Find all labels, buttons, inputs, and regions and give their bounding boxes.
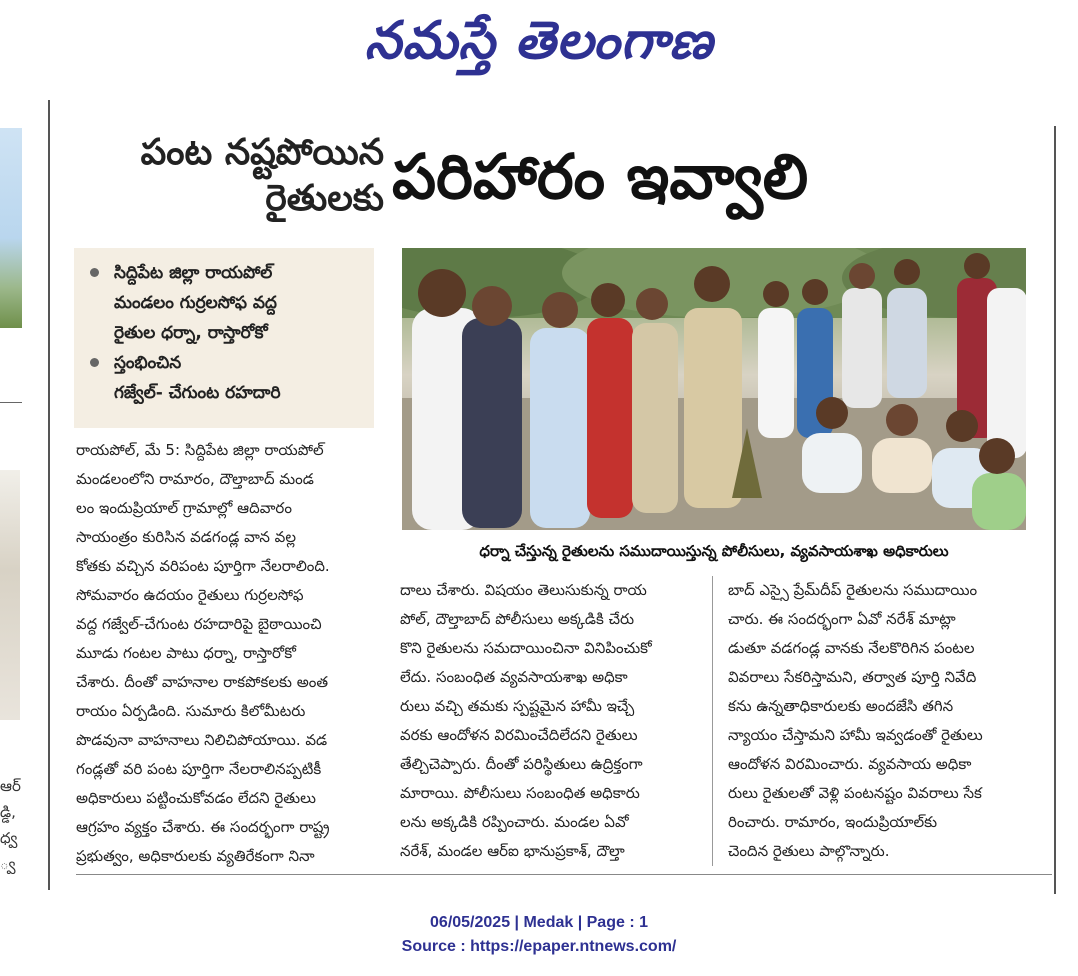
column-rule — [712, 576, 713, 866]
kicker-line: రైతులకు — [265, 178, 384, 219]
body-line: సోమవారం ఉదయం రైతులు గుర్రలసోఫ — [76, 586, 304, 604]
body-line: వద్ద గజ్వేల్‌-చేగుంట రహదారిపై బైఠాయించి — [76, 615, 322, 633]
article-column-1 — [76, 436, 376, 871]
highlight-line: గజ్వేల్- చేగుంట రహదారి — [114, 383, 281, 403]
news-photo — [402, 248, 1026, 530]
body-line: లేదు. సంబంధిత వ్యవసాయశాఖ అధికా — [400, 668, 628, 686]
body-line: సాయంత్రం కురిసిన వడగండ్ల వాన వల్ల — [76, 528, 296, 546]
body-line: ఆగ్రహం వ్యక్తం చేశారు. ఈ సందర్భంగా రాష్ట్ర — [76, 818, 330, 836]
article-bottom-rule — [76, 874, 1052, 875]
highlight-line: సిద్దిపేట జిల్లా రాయపోల్ — [114, 263, 273, 283]
body-line: పొడవునా వాహనాలు నిలిచిపోయాయి. వడ — [76, 731, 328, 749]
body-line: ఆందోళన విరమించారు. వ్యవసాయ అధికా — [728, 755, 972, 773]
body-line: అధికారులు పట్టించుకోవడం లేదని రైతులు — [76, 789, 316, 807]
body-line: కను ఉన్నతాధికారులకు అందజేసి తగిన — [728, 697, 954, 715]
footer-date-edition: 06/05/2025 | Medak | Page : 1 — [430, 914, 648, 931]
body-line: వివరాలు సేకరిస్తామని, తర్వాత పూర్తి నివేది — [728, 668, 977, 686]
kicker-line: పంట నష్టపోయిన — [140, 132, 384, 173]
body-line: ప్రభుత్వం, అధికారులకు వ్యతిరేకంగా నినా — [76, 847, 315, 865]
body-line: లను అక్కడికి రప్పించారు. మండల ఏవో — [400, 813, 629, 831]
body-line: కోతకు వచ్చిన వరిపంట పూర్తిగా నేలరాలింది. — [76, 557, 330, 575]
article-column-3 — [728, 576, 1028, 866]
body-line: రులు వచ్చి తమకు స్పష్టమైన హామీ ఇచ్చే — [400, 697, 635, 715]
body-line: కొని రైతులను సమదాయించినా వినిపించుకో — [400, 639, 652, 657]
body-line: లం ఇందుప్రియాల్‌ గ్రామాల్లో ఆదివారం — [76, 499, 292, 517]
bullet-icon — [90, 268, 99, 277]
neighbour-photo-fragment-2 — [0, 470, 20, 720]
body-line: దాలు చేశారు. విషయం తెలుసుకున్న రాయ — [400, 581, 647, 599]
highlight-item — [86, 348, 366, 408]
body-line: చెందిన రైతులు పాల్గొన్నారు. — [728, 842, 890, 860]
masthead-title: నమస్తే తెలంగాణ — [364, 10, 714, 71]
body-line: డుతూ వడగండ్ల వానకు నేలకొరిగిన పంటల — [728, 639, 975, 657]
body-line: గండ్లతో వరి పంట పూర్తిగా నేలరాలినప్పటికీ — [76, 760, 322, 778]
right-column-rule — [1054, 126, 1056, 894]
body-line: మూడు గంటల పాటు ధర్నా, రాస్తారోకో — [76, 644, 296, 662]
body-line: బాద్‌ ఎస్సై ప్రేమ్‌దీప్‌ రైతులను సముదాయిం — [728, 581, 978, 599]
edge-text-fragment: డ్డి, — [0, 803, 16, 821]
footer-source-link[interactable]: Source : https://epaper.ntnews.com/ — [401, 938, 677, 955]
edge-text-fragment: ధ్వ — [0, 829, 18, 847]
body-line: వరకు ఆందోళన విరమించేదిలేదని రైతులు — [400, 726, 638, 744]
highlight-line: స్తంభించిన — [114, 353, 182, 373]
body-line: చేశారు. దీంతో వాహనాల రాకపోకలకు అంత — [76, 673, 329, 691]
body-line: మండలంలోని రామారం, దౌల్తాబాద్‌ మండ — [76, 470, 314, 488]
article-kicker — [84, 130, 384, 222]
neighbour-photo-fragment — [0, 128, 22, 328]
body-line: తేల్చిచెప్పారు. దీంతో పరిస్థితులు ఉద్రిక్తంగా — [400, 755, 643, 773]
bullet-icon — [90, 358, 99, 367]
left-column-rule — [48, 100, 50, 890]
body-line: చారు. ఈ సందర్భంగా ఏవో నరేశ్‌ మాట్లా — [728, 610, 956, 628]
body-line: న్యాయం చేస్తామని హామీ ఇవ్వడంతో రైతులు — [728, 726, 983, 744]
article-headline: పరిహారం ఇవ్వాలి — [392, 140, 809, 213]
highlights-box — [74, 248, 374, 428]
body-line: పోల్‌, దౌల్తాబాద్‌ పోలీసులు అక్కడికి చేరు — [400, 610, 635, 628]
edge-text-fragment: ్వ — [0, 855, 16, 873]
body-line: రాయం ఏర్పడింది. సుమారు కిలోమీటరు — [76, 702, 306, 720]
article-column-2 — [400, 576, 702, 866]
body-line: రించారు. రామారం, ఇందుప్రియాల్‌కు — [728, 813, 938, 831]
edge-text-fragment: ఆర్ — [0, 777, 21, 795]
left-strip-rule — [0, 402, 22, 403]
photo-caption: ధర్నా చేస్తున్న రైతులను సముదాయిస్తున్న పోలీసులు, వ్యవసాయశాఖ అధికారులు — [479, 542, 949, 560]
body-line: నరేశ్‌, మండల ఆర్‌ఐ భానుప్రకాశ్‌, దౌల్తా — [400, 842, 625, 860]
news-photo-illustration — [402, 248, 1026, 530]
body-line: రాయపోల్‌, మే 5: సిద్దిపేట జిల్లా రాయపోల్‌ — [76, 441, 324, 459]
highlight-line: మండలం గుర్రలసోఫ వద్ద — [114, 293, 277, 313]
highlight-item — [86, 258, 366, 348]
body-line: రులు రైతులతో వెళ్లి పంటనష్టం వివరాలు సేక — [728, 784, 982, 802]
highlight-line: రైతుల ధర్నా, రాస్తారోకో — [114, 323, 268, 343]
body-line: మారాయి. పోలీసులు సంబంధిత అధికారు — [400, 784, 640, 802]
